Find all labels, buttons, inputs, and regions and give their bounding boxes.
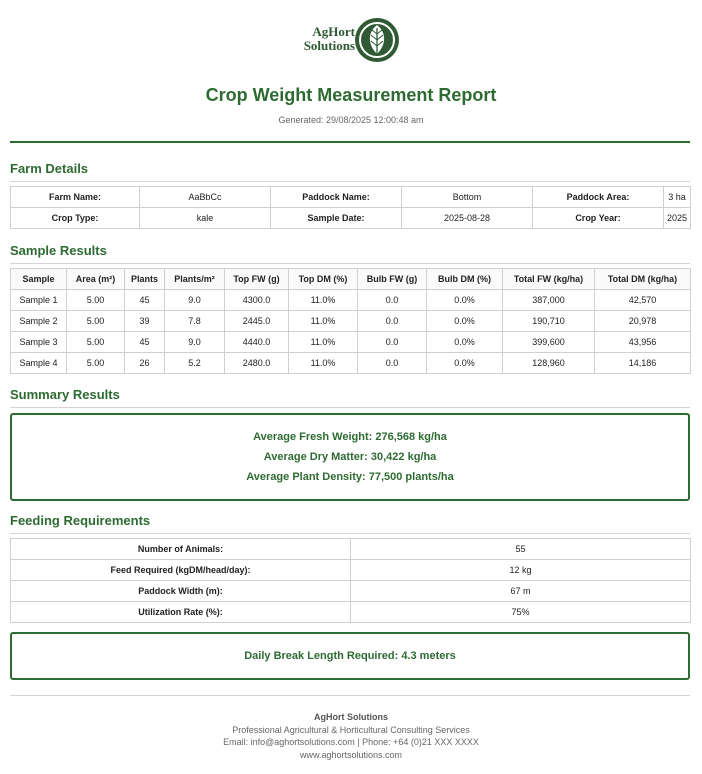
table-cell: 42,570 [595, 290, 691, 311]
footer-contact: Email: info@aghortsolutions.com | Phone: +64 (0)21 XXX XXXX [223, 737, 479, 747]
table-row [11, 560, 691, 581]
report-title: Crop Weight Measurement Report [205, 85, 497, 105]
table-cell: 4300.0 [225, 290, 289, 311]
sample-date-value: 2025-08-28 [402, 208, 533, 229]
footer-tagline: Professional Agricultural & Horticultural Consulting Services [232, 724, 470, 735]
table-row [11, 311, 691, 332]
column-header: Bulb DM (%) [427, 269, 503, 290]
table-cell: 9.0 [165, 290, 225, 311]
paddock-area-label: Paddock Area: [533, 187, 664, 208]
footer [0, 711, 702, 761]
table-cell: 0.0% [427, 290, 503, 311]
table-row [11, 332, 691, 353]
table-cell: 190,710 [503, 311, 595, 332]
table-cell: 9.0 [165, 332, 225, 353]
table-cell: 11.0% [289, 353, 358, 374]
farm-name-value: AaBbCc [140, 187, 271, 208]
paddock-area-value: 3 ha [664, 187, 691, 208]
summary-box [10, 413, 690, 501]
crop-type-value: kale [140, 208, 271, 229]
table-cell: 0.0% [427, 353, 503, 374]
sample-date-label: Sample Date: [271, 208, 402, 229]
table-cell: Sample 3 [11, 332, 67, 353]
leaf-circle-icon [353, 16, 399, 64]
table-cell: 5.00 [67, 353, 125, 374]
column-header: Plants/m² [165, 269, 225, 290]
column-header: Area (m²) [67, 269, 125, 290]
table-cell: 43,956 [595, 332, 691, 353]
crop-type-label: Crop Type: [11, 208, 140, 229]
logo-line-2: Solutions [303, 38, 355, 53]
footer-divider [10, 695, 690, 696]
logo-wordmark [297, 25, 355, 53]
logo-line-1: AgHort [312, 24, 355, 39]
feeding-requirements-title: Feeding Requirements [10, 513, 690, 534]
column-header: Total FW (kg/ha) [503, 269, 595, 290]
table-cell: 7.8 [165, 311, 225, 332]
crop-year-value: 2025 [664, 208, 691, 229]
table-cell: 45 [125, 290, 165, 311]
table-cell: 0.0% [427, 311, 503, 332]
table-cell: 26 [125, 353, 165, 374]
column-header: Total DM (kg/ha) [595, 269, 691, 290]
table-cell: 5.00 [67, 290, 125, 311]
table-cell: 2480.0 [225, 353, 289, 374]
summary-results-title: Summary Results [10, 387, 690, 408]
header-divider [10, 141, 690, 143]
utilization-rate-value: 75% [351, 602, 691, 623]
table-cell: 128,960 [503, 353, 595, 374]
table-cell: 11.0% [289, 311, 358, 332]
animals-label: Number of Animals: [11, 539, 351, 560]
table-row [11, 290, 691, 311]
average-fresh-weight: Average Fresh Weight: 276,568 kg/ha [253, 431, 447, 443]
table-cell: 0.0 [358, 332, 427, 353]
table-cell: 5.2 [165, 353, 225, 374]
table-row [11, 602, 691, 623]
paddock-width-label: Paddock Width (m): [11, 581, 351, 602]
table-cell: 20,978 [595, 311, 691, 332]
animals-value: 55 [351, 539, 691, 560]
table-cell: 0.0 [358, 290, 427, 311]
break-length-text: Daily Break Length Required: 4.3 meters [244, 650, 456, 662]
footer-company: AgHort Solutions [314, 712, 388, 722]
table-row [11, 539, 691, 560]
paddock-width-value: 67 m [351, 581, 691, 602]
feed-required-label: Feed Required (kgDM/head/day): [11, 560, 351, 581]
table-cell: 11.0% [289, 290, 358, 311]
table-cell: 14,186 [595, 353, 691, 374]
table-cell: 11.0% [289, 332, 358, 353]
table-cell: 4440.0 [225, 332, 289, 353]
farm-details-table [10, 186, 691, 229]
table-row [11, 581, 691, 602]
paddock-name-label: Paddock Name: [271, 187, 402, 208]
table-cell: Sample 1 [11, 290, 67, 311]
table-cell: Sample 4 [11, 353, 67, 374]
company-logo [297, 16, 401, 64]
sample-results-table [10, 268, 691, 374]
table-cell: 2445.0 [225, 311, 289, 332]
sample-results-title: Sample Results [10, 243, 690, 264]
utilization-rate-label: Utilization Rate (%): [11, 602, 351, 623]
table-cell: 45 [125, 332, 165, 353]
table-row [11, 187, 691, 208]
paddock-name-value: Bottom [402, 187, 533, 208]
column-header: Top DM (%) [289, 269, 358, 290]
table-cell: 0.0 [358, 353, 427, 374]
table-cell: 399,600 [503, 332, 595, 353]
table-cell: 5.00 [67, 332, 125, 353]
column-header: Sample [11, 269, 67, 290]
table-cell: 5.00 [67, 311, 125, 332]
feed-required-value: 12 kg [351, 560, 691, 581]
table-cell: 39 [125, 311, 165, 332]
column-header: Bulb FW (g) [358, 269, 427, 290]
table-cell: Sample 2 [11, 311, 67, 332]
farm-details-title: Farm Details [10, 161, 690, 182]
average-plant-density: Average Plant Density: 77,500 plants/ha [246, 471, 454, 483]
average-dry-matter: Average Dry Matter: 30,422 kg/ha [263, 451, 437, 463]
table-cell: 0.0% [427, 332, 503, 353]
footer-website[interactable]: www.aghortsolutions.com [299, 749, 403, 760]
column-header: Top FW (g) [225, 269, 289, 290]
table-header-row [11, 269, 691, 290]
table-row [11, 208, 691, 229]
table-cell: 0.0 [358, 311, 427, 332]
feeding-requirements-table [10, 538, 691, 623]
break-length-box [10, 632, 690, 680]
table-cell: 387,000 [503, 290, 595, 311]
column-header: Plants [125, 269, 165, 290]
crop-year-label: Crop Year: [533, 208, 664, 229]
generated-timestamp: Generated: 29/08/2025 12:00:48 am [278, 115, 424, 125]
farm-name-label: Farm Name: [11, 187, 140, 208]
table-row [11, 353, 691, 374]
